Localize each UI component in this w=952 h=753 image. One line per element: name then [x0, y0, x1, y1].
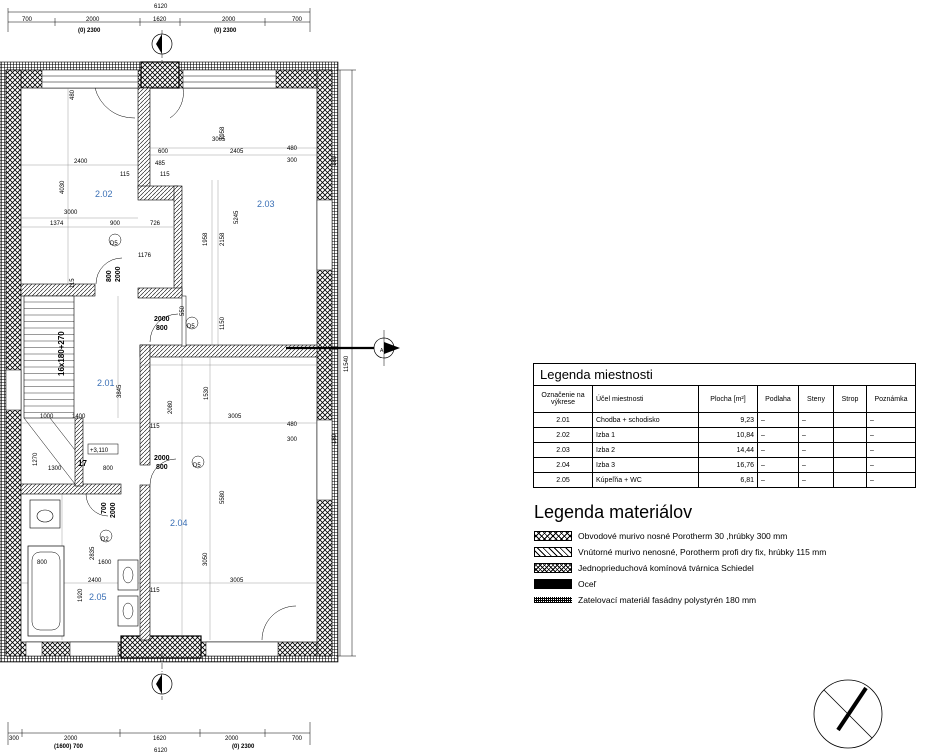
dim-text: 2405 — [230, 149, 244, 155]
interior-masonry-swatch-icon — [534, 547, 572, 557]
cell-purpose: Chodba + schodisko — [593, 413, 699, 428]
door-tag: D5 — [193, 463, 201, 469]
cell-floor: – — [758, 413, 799, 428]
dim-text: 4030 — [60, 180, 66, 194]
door-height: 800 — [156, 325, 168, 332]
dim-right-seg-1: 180 — [332, 155, 338, 166]
room-label-2-03: 2.03 — [257, 199, 275, 209]
door-width: 2000 — [154, 316, 170, 323]
stair-level: +3,110 — [90, 448, 109, 454]
door-height: 2000 — [110, 502, 117, 518]
dim-text: 600 — [158, 149, 169, 155]
col-header: Označenie na výkrese — [534, 386, 593, 413]
cell-note: – — [867, 428, 916, 443]
dim-text: 485 — [155, 161, 166, 167]
col-header: Poznámka — [867, 386, 916, 413]
legend-item — [534, 576, 934, 592]
dim-text: 115 — [150, 588, 160, 594]
col-header: Strop — [834, 386, 867, 413]
cell-floor: – — [758, 428, 799, 443]
room-legend-title: Legenda miestnosti — [534, 364, 915, 386]
col-header: Plocha [m²] — [699, 386, 758, 413]
col-header: Steny — [799, 386, 834, 413]
dim-text: 800 — [103, 466, 114, 472]
dim-bottom-overall: 6120 — [154, 748, 168, 753]
dim-top-seg-4: 2000 — [222, 17, 236, 23]
cell-id: 2.04 — [534, 458, 593, 473]
dim-text: 1400 — [72, 414, 86, 420]
cell-note: – — [867, 458, 916, 473]
dim-text: 115 — [120, 172, 130, 178]
door-width: 2000 — [154, 455, 170, 462]
dim-text: 1530 — [204, 386, 210, 400]
dim-text: 5245 — [234, 210, 240, 224]
dim-top-overall: 6120 — [154, 4, 168, 10]
dim-text: 1958 — [203, 232, 209, 246]
dim-text: 115 — [70, 278, 76, 288]
dim-top-opening-1: (0) 2300 — [78, 28, 101, 34]
col-header: Podlaha — [758, 386, 799, 413]
cell-id: 2.01 — [534, 413, 593, 428]
cell-id: 2.03 — [534, 443, 593, 458]
cell-area: 10,84 — [699, 428, 758, 443]
cell-floor: – — [758, 473, 799, 488]
door-tag: D5 — [187, 324, 195, 330]
stair-steps: 17 — [78, 459, 87, 468]
dim-text: 300 — [287, 158, 298, 164]
cell-ceiling — [834, 428, 867, 443]
cell-note: – — [870, 476, 874, 484]
dim-bottom-seg-5: 700 — [292, 736, 303, 742]
cell-floor: – — [758, 443, 799, 458]
dim-text: 1300 — [48, 466, 62, 472]
cell-area: 6,81 — [699, 473, 758, 488]
section-marker-right — [374, 330, 400, 366]
dim-text: 1600 — [98, 560, 112, 566]
col-header: Účel miestnosti — [593, 386, 699, 413]
room-legend — [533, 363, 916, 488]
dim-text: 480 — [70, 89, 76, 100]
room-label-2-04: 2.04 — [170, 518, 188, 528]
dim-top-seg-1: 700 — [22, 17, 33, 23]
dim-text: 550 — [180, 305, 186, 316]
dim-text: 2158 — [220, 232, 226, 246]
room-label-2-01: 2.01 — [97, 378, 115, 388]
door-height: 800 — [156, 464, 168, 471]
door-width: 800 — [106, 270, 113, 282]
dim-bottom-seg-3: 1620 — [153, 736, 167, 742]
legend-item-label: Obvodové murivo nosné Porotherm 30 ,hrúbky 300 mm — [578, 531, 788, 541]
dim-text: 2400 — [88, 578, 102, 584]
legend-item — [534, 528, 934, 544]
dim-text: 115 — [160, 172, 170, 178]
dim-text: 2835 — [90, 546, 96, 560]
dim-text: 3005 — [212, 137, 226, 143]
cell-floor: – — [758, 458, 799, 473]
cell-ceiling — [834, 458, 867, 473]
cell-purpose: Izba 3 — [593, 458, 699, 473]
steel-swatch-icon — [534, 579, 572, 589]
cell-purpose: Izba 2 — [593, 443, 699, 458]
legend-item-label: Jednoprieduchová komínová tvárnica Schiedel — [578, 563, 754, 573]
dim-right-seg-2: 180 — [332, 433, 338, 444]
dim-bottom-opening-2: (0) 2300 — [232, 744, 255, 750]
legend-item-label: Zatelovací materiál fasádny polystyrén 180 mm — [578, 595, 757, 605]
cell-ceiling — [834, 413, 867, 428]
cell-walls: – — [799, 413, 834, 428]
cell-id: 2.02 — [534, 428, 593, 443]
dim-text: 3050 — [203, 552, 209, 566]
dim-text: 1176 — [138, 253, 151, 259]
cell-walls: – — [799, 443, 834, 458]
legend-item — [534, 544, 934, 560]
dim-text: 1920 — [78, 588, 84, 602]
dim-text: 2080 — [168, 400, 174, 414]
cell-walls: – — [799, 473, 834, 488]
dim-bottom-seg-2: 2000 — [64, 736, 78, 742]
cell-id: 2.05 — [534, 473, 593, 488]
dim-right-overall: 11540 — [344, 355, 350, 372]
dim-top-seg-2: 2000 — [86, 17, 100, 23]
cell-area: 14,44 — [699, 443, 758, 458]
materials-legend — [534, 502, 934, 608]
dim-text: 5580 — [220, 490, 226, 504]
dim-text: 1374 — [50, 221, 64, 227]
cell-purpose: Izba 1 — [593, 428, 699, 443]
dim-text: 3005 — [230, 578, 244, 584]
top-dimension-chain — [8, 4, 310, 34]
table-row — [534, 443, 915, 458]
north-arrow — [814, 680, 882, 748]
dim-text: 1958 — [220, 126, 226, 140]
door-tag: D5 — [110, 241, 118, 247]
dim-text: 480 — [287, 422, 298, 428]
door-width: 700 — [101, 502, 108, 514]
dim-text: 300 — [287, 437, 298, 443]
cell-note: – — [867, 443, 916, 458]
dim-text: 3005 — [228, 414, 242, 420]
table-row — [534, 473, 915, 488]
cell-ceiling — [834, 443, 867, 458]
cell-area: 16,76 — [699, 458, 758, 473]
table-row — [534, 428, 915, 443]
legend-item-label: Oceľ — [578, 579, 597, 589]
bottom-dimension-chain — [8, 722, 310, 753]
dim-top-opening-2: (0) 2300 — [214, 28, 237, 34]
materials-legend-title: Legenda materiálov — [534, 502, 693, 522]
insulation-swatch-icon — [534, 597, 572, 603]
dim-top-seg-5: 700 — [292, 17, 303, 23]
dim-text: 115 — [150, 424, 160, 430]
dim-bottom-seg-4: 2000 — [225, 736, 239, 742]
table-row — [534, 458, 915, 473]
chimney-swatch-icon — [534, 563, 572, 573]
dim-text: 3000 — [64, 210, 78, 216]
cell-area: 9,23 — [699, 413, 758, 428]
legend-item — [534, 560, 934, 576]
dim-text: 1000 — [40, 414, 54, 420]
legend-item — [534, 592, 934, 608]
dim-text: 1150 — [220, 317, 226, 330]
dim-bottom-opening-1: (1600) 700 — [54, 744, 84, 750]
room-label-2-05: 2.05 — [89, 592, 107, 602]
dim-text: 726 — [150, 221, 161, 227]
door-tag: D2 — [101, 537, 109, 543]
room-label-2-02: 2.02 — [95, 189, 113, 199]
room-legend-table — [534, 386, 915, 487]
dim-text: 1270 — [33, 452, 39, 466]
stair-spec: 16x180+270 — [57, 331, 66, 376]
dim-text: 3845 — [117, 384, 123, 398]
dim-text: 480 — [287, 146, 298, 152]
cell-purpose: Kúpeľňa + WC — [593, 473, 699, 488]
dim-text: 800 — [37, 560, 48, 566]
door-height: 2000 — [115, 266, 122, 282]
legend-item-label: Vnútorné murivo nenosné, Porotherm profi dry fix, hrúbky 115 mm — [578, 547, 827, 557]
table-row — [534, 413, 915, 428]
dim-bottom-seg-1: 300 — [9, 736, 20, 742]
exterior-masonry-swatch-icon — [534, 531, 572, 541]
dim-top-seg-3: 1620 — [153, 17, 167, 23]
dim-text: 900 — [110, 221, 121, 227]
cell-walls: – — [799, 458, 834, 473]
cell-walls: – — [799, 428, 834, 443]
dim-text: 2400 — [74, 159, 88, 165]
section-mark-label: A — [380, 348, 384, 354]
cell-ceiling — [834, 473, 867, 488]
cell-note: – — [867, 413, 916, 428]
